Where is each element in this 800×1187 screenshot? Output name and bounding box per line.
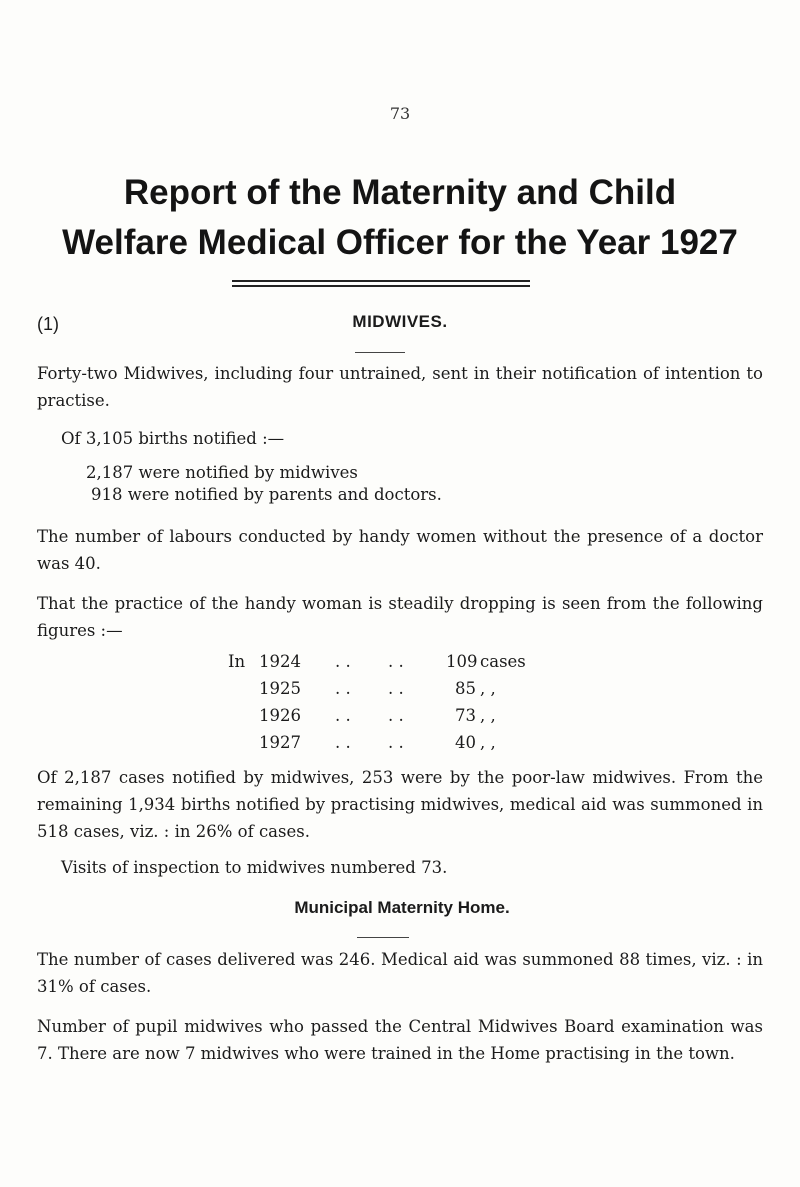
- paragraph-labours: The number of labours conducted by handy women without the presence of a doctor was 40.: [37, 527, 763, 573]
- row-leader: . .: [335, 679, 351, 698]
- report-title: [20, 168, 780, 268]
- row-year: 1926: [259, 706, 301, 725]
- paragraph-practice: That the practice of the handy woman is steadily dropping is seen from the following figures :—: [37, 594, 763, 640]
- section-title: MIDWIVES.: [352, 312, 448, 331]
- row-value: 73: [455, 706, 476, 725]
- row-prefix: In: [228, 652, 246, 671]
- section-number: (1): [37, 314, 59, 334]
- subsection-rule: [357, 937, 409, 938]
- row-leader: . .: [388, 679, 404, 698]
- paragraph-visits: Visits of inspection to midwives numbered 73.: [61, 858, 448, 877]
- row-unit: cases: [480, 652, 526, 671]
- row-leader: . .: [388, 652, 404, 671]
- page-number: 73: [389, 104, 411, 123]
- subsection-title: Municipal Maternity Home.: [294, 898, 510, 917]
- section-rule: [355, 352, 405, 353]
- births-intro: Of 3,105 births notified :—: [61, 429, 285, 448]
- row-leader: . .: [335, 733, 351, 752]
- row-year: 1925: [259, 679, 301, 698]
- births-by-parents-doctors: 918 were notified by parents and doctors.: [91, 485, 442, 504]
- title-double-rule: [232, 280, 530, 287]
- row-unit-ditto: , ,: [480, 679, 496, 698]
- report-title-line-2: Welfare Medical Officer for the Year 1927: [62, 223, 738, 262]
- births-by-midwives: 2,187 were notified by midwives: [86, 463, 358, 482]
- row-year: 1924: [259, 652, 301, 671]
- row-leader: . .: [335, 652, 351, 671]
- row-leader: . .: [388, 733, 404, 752]
- paragraph-pupil-midwives: Number of pupil midwives who passed the Central Midwives Board examination was 7. There are now 7 midwives who were trained in the Home practising in the town.: [37, 1017, 763, 1063]
- paragraph-midwives-notification: Forty-two Midwives, including four untrained, sent in their notification of intention to practise.: [37, 364, 763, 410]
- row-unit-ditto: , ,: [480, 706, 496, 725]
- row-value: 109: [446, 652, 478, 671]
- row-leader: . .: [388, 706, 404, 725]
- row-leader: . .: [335, 706, 351, 725]
- report-title-line-1: Report of the Maternity and Child: [123, 173, 677, 212]
- paragraph-home-cases: The number of cases delivered was 246. Medical aid was summoned 88 times, viz. : in 31% of cases.: [37, 950, 763, 996]
- row-unit-ditto: , ,: [480, 733, 496, 752]
- row-value: 40: [455, 733, 476, 752]
- row-year: 1927: [259, 733, 301, 752]
- row-value: 85: [455, 679, 476, 698]
- paragraph-cases-notified: Of 2,187 cases notified by midwives, 253 were by the poor-law midwives. From the remaining 1,934 births notified by practising midwives, medical aid was summoned in 518 cases, viz. : in 26% of cases.: [37, 768, 763, 841]
